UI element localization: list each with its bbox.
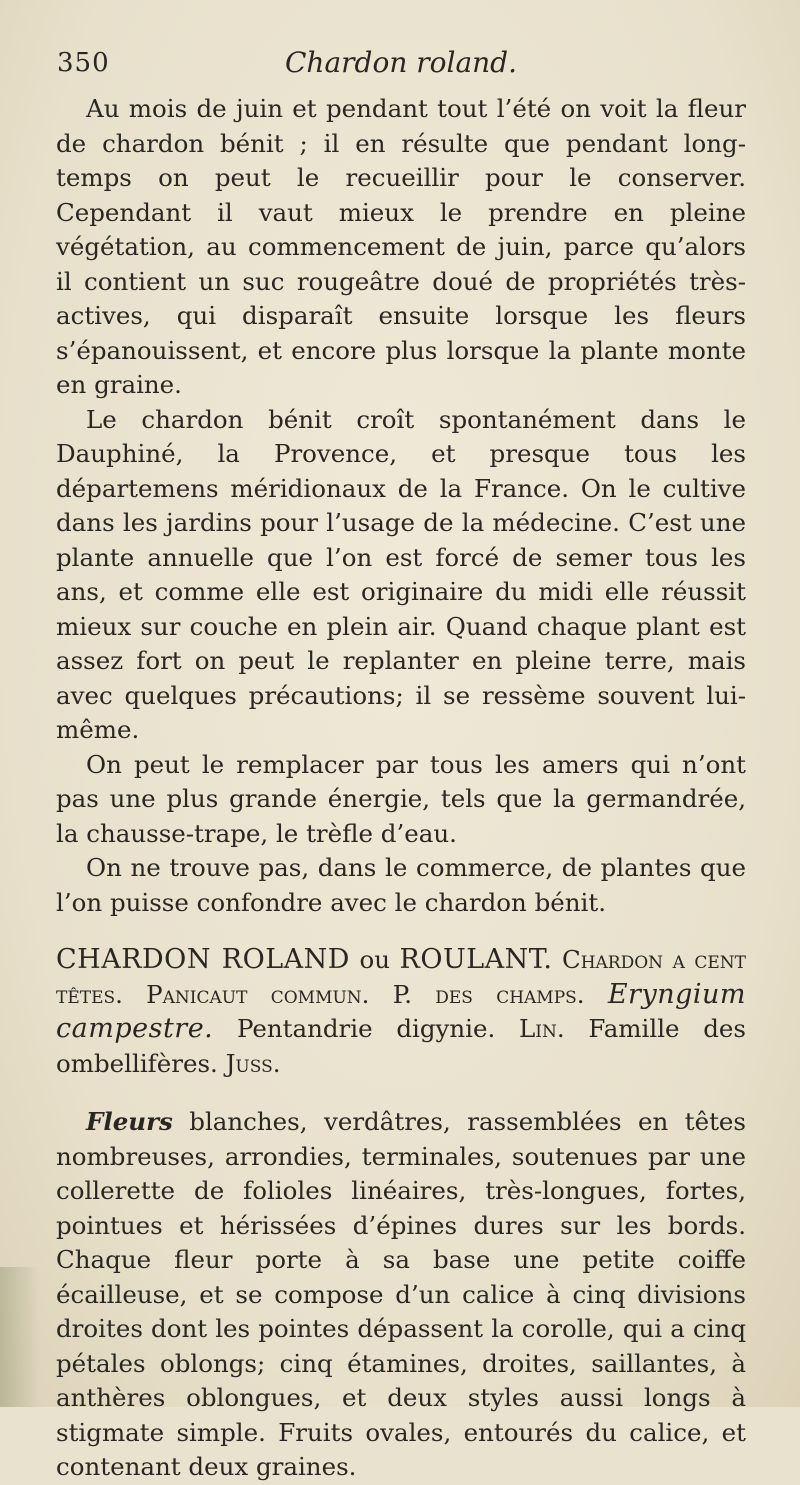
- entry-synonyms: Chardon a cent têtes. Panicaut commun. P. des champs.: [56, 945, 747, 1009]
- entry-heading: [56, 943, 746, 1081]
- paragraph-commerce: On ne trouve pas, dans le commerce, de plantes que l’on puisse confondre avec le chardon bénit.: [56, 853, 746, 917]
- running-title: Chardon roland.: [285, 46, 517, 79]
- entry-jussieu: Juss.: [225, 1048, 281, 1078]
- description-paragraph: [56, 1105, 746, 1485]
- paragraph-substitutes: On peut le remplacer par tous les amers qui n’ont pas une plus grande énergie, tels que la germandrée, la chausse-trape, le trèfle d’eau.: [56, 749, 746, 848]
- description-lead: Fleurs: [86, 1107, 173, 1136]
- page-number: 350: [57, 48, 110, 78]
- body-text: [56, 92, 746, 1485]
- paragraph-harvest: Au mois de juin et pendant tout l’été on voit la fleur de chardon bénit ; il en résulte que pendant long-temps on peut le recueillir pour le conserver. Cependant il vaut mieux le prendre en pleine végétation, au commencement de juin, parce qu’alors il contient un suc rougeâtre doué de propriétés très-actives, qui disparaît ensuite lorsque les fleurs s’épanouissent, et encore plus lorsque la plante monte en graine.: [56, 94, 746, 399]
- entry-name-alt: ROULANT.: [399, 944, 553, 975]
- entry-name: CHARDON ROLAND: [56, 944, 350, 975]
- binding-shadow: [0, 1267, 40, 1407]
- entry-latin-name: Eryngium campestre.: [56, 978, 746, 1044]
- entry-classification: Pentandrie digynie.: [213, 1014, 519, 1043]
- entry-family: Famille des ombellifères.: [56, 1014, 747, 1078]
- paragraph-habitat: Le chardon bénit croît spontanément dans le Dauphiné, la Provence, et presque tous les départemens méridionaux de la France. On le cultive dans les jardins pour l’usage de la médecine. C’est une plante annuelle que l’on est forcé de semer tous les ans, et comme elle est originaire du midi elle réussit mieux sur couche en plein air. Quand chaque plant est assez fort on peut le replanter en pleine terre, mais avec quelques précautions; il se ressème souvent lui-même.: [56, 404, 746, 744]
- entry-linnaeus: Lin.: [518, 1014, 565, 1043]
- description-text: blanches, verdâtres, rassemblées en têtes nombreuses, arrondies, terminales, soutenues par une collerette de folioles linéaires, très-longues, fortes, pointues et hérissées d’épines dures sur les bords. Chaque fleur porte à sa base une petite coiffe écailleuse, et se compose d’un calice à cinq divisions droites dont les pointes dépassent la corolle, qui a cinq pétales oblongs; cinq étamines, droites, saillantes, à anthères oblongues, et deux styles aussi longs à stigmate simple. Fruits ovales, entourés du calice, et contenant deux graines.: [56, 1107, 746, 1481]
- entry-or: ou: [349, 945, 400, 974]
- page-header: [57, 48, 747, 88]
